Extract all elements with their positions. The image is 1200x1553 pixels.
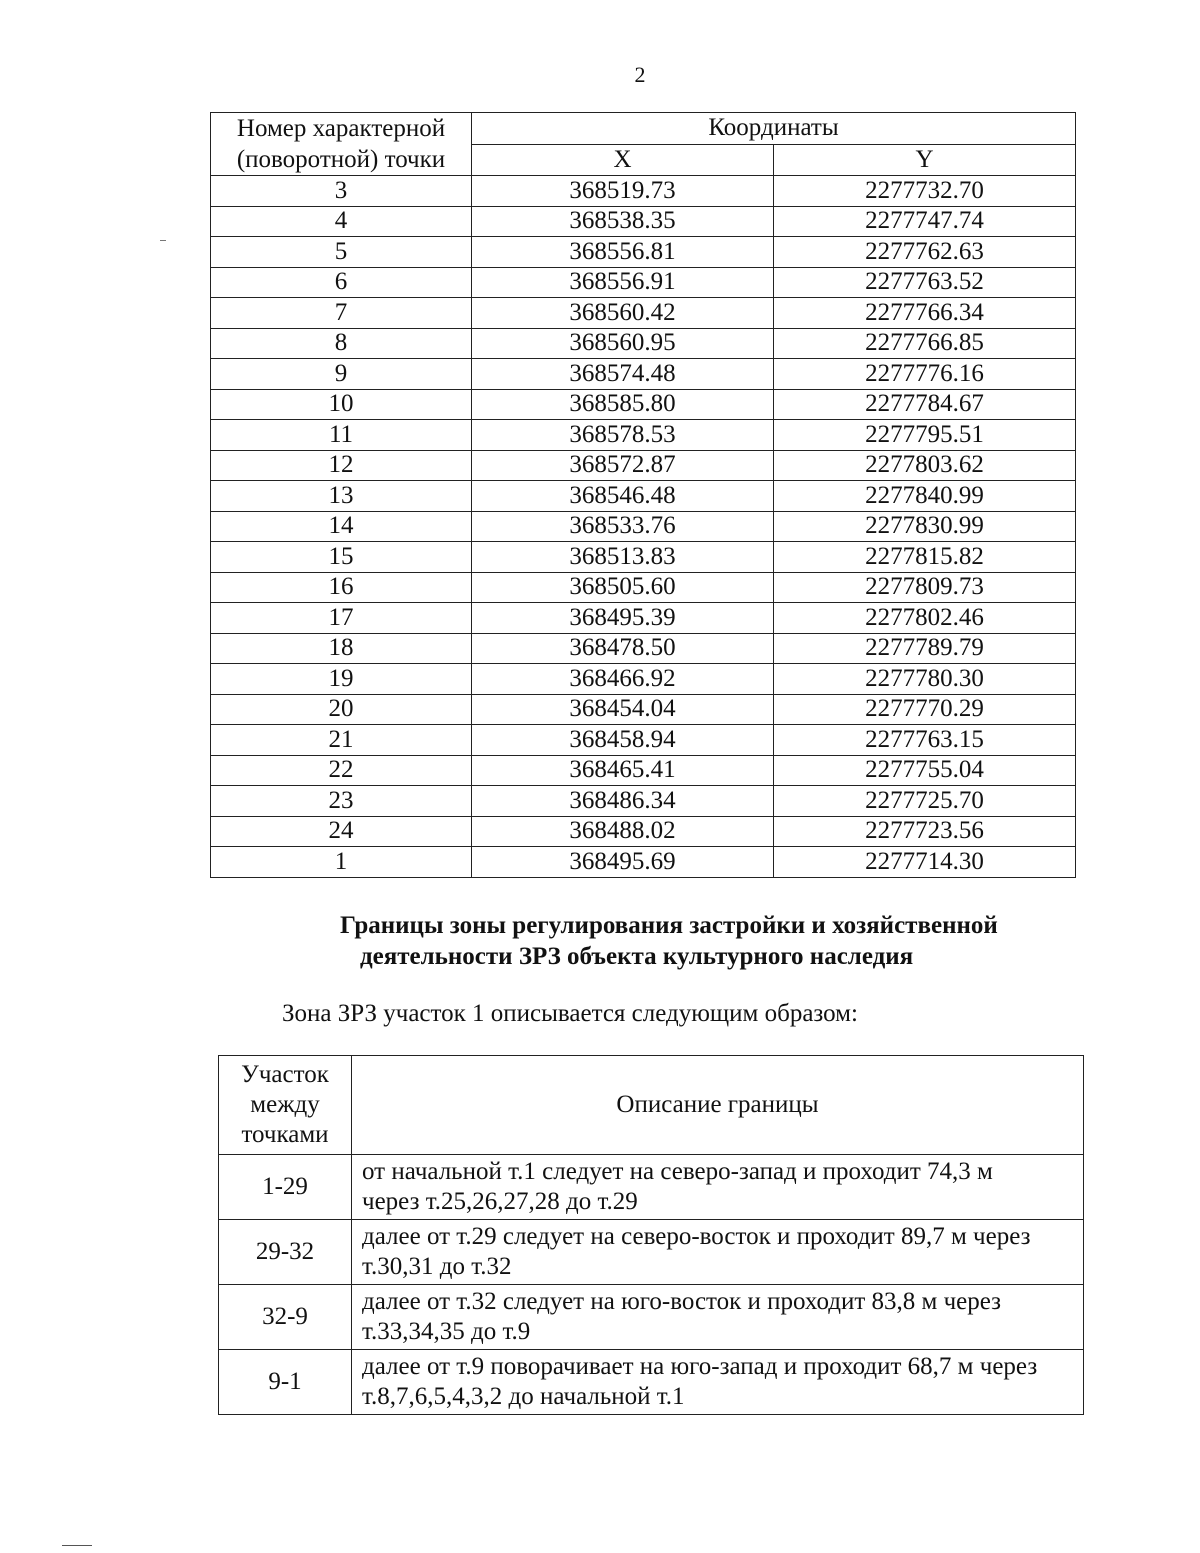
cell-point: 11 [211, 420, 472, 451]
cell-y: 2277784.67 [774, 389, 1076, 420]
cell-point: 16 [211, 572, 472, 603]
header-point-line2: (поворотной) точки [236, 146, 446, 173]
zrz-heading-line2: деятельности ЗРЗ объекта культурного наследия [360, 943, 914, 970]
table-row [211, 694, 1076, 725]
scan-mark [160, 240, 166, 241]
cell-y: 2277815.82 [774, 542, 1076, 573]
cell-x: 368578.53 [472, 420, 774, 451]
cell-y: 2277723.56 [774, 816, 1076, 847]
header-coordinates: Координаты [472, 113, 1076, 145]
cell-y: 2277747.74 [774, 206, 1076, 237]
cell-x: 368556.91 [472, 267, 774, 298]
table-row [219, 1285, 1084, 1350]
cell-x: 368585.80 [472, 389, 774, 420]
scan-mark-bottom [62, 1545, 92, 1546]
cell-x: 368560.95 [472, 328, 774, 359]
cell-description [352, 1220, 1084, 1285]
cell-y: 2277725.70 [774, 786, 1076, 817]
table-row [211, 237, 1076, 268]
cell-y: 2277714.30 [774, 847, 1076, 878]
cell-point: 8 [211, 328, 472, 359]
table-row [211, 450, 1076, 481]
cell-section: 1-29 [219, 1155, 352, 1220]
cell-point: 18 [211, 633, 472, 664]
cell-y: 2277732.70 [774, 176, 1076, 207]
cell-description [352, 1285, 1084, 1350]
cell-point: 14 [211, 511, 472, 542]
cell-point: 21 [211, 725, 472, 756]
header-section-line1: Участок [241, 1061, 329, 1088]
cell-x: 368458.94 [472, 725, 774, 756]
table-row [211, 206, 1076, 237]
cell-y: 2277766.85 [774, 328, 1076, 359]
cell-section: 9-1 [219, 1350, 352, 1415]
header-section-line2: между [250, 1091, 320, 1118]
description-line2: через т.25,26,27,28 до т.29 [362, 1188, 638, 1215]
cell-y: 2277789.79 [774, 633, 1076, 664]
table-row [211, 359, 1076, 390]
table-row [211, 633, 1076, 664]
cell-point: 12 [211, 450, 472, 481]
cell-x: 368454.04 [472, 694, 774, 725]
cell-x: 368574.48 [472, 359, 774, 390]
header-description: Описание границы [352, 1056, 1084, 1155]
table-row [211, 481, 1076, 512]
description-line2: т.33,34,35 до т.9 [362, 1318, 531, 1345]
cell-x: 368486.34 [472, 786, 774, 817]
table-row [211, 572, 1076, 603]
cell-y: 2277809.73 [774, 572, 1076, 603]
header-point-number [211, 113, 472, 176]
cell-x: 368533.76 [472, 511, 774, 542]
header-section-line3: точками [241, 1121, 329, 1148]
cell-description [352, 1155, 1084, 1220]
cell-y: 2277780.30 [774, 664, 1076, 695]
cell-x: 368538.35 [472, 206, 774, 237]
cell-y: 2277763.52 [774, 267, 1076, 298]
cell-section: 32-9 [219, 1285, 352, 1350]
description-line2: т.8,7,6,5,4,3,2 до начальной т.1 [362, 1383, 685, 1410]
table-row [211, 816, 1076, 847]
cell-x: 368556.81 [472, 237, 774, 268]
cell-x: 368519.73 [472, 176, 774, 207]
cell-x: 368572.87 [472, 450, 774, 481]
cell-point: 4 [211, 206, 472, 237]
cell-x: 368466.92 [472, 664, 774, 695]
table-row [211, 725, 1076, 756]
table-row [219, 1155, 1084, 1220]
cell-y: 2277776.16 [774, 359, 1076, 390]
cell-section: 29-32 [219, 1220, 352, 1285]
cell-point: 10 [211, 389, 472, 420]
table-row [211, 786, 1076, 817]
header-x: X [472, 144, 774, 176]
cell-y: 2277766.34 [774, 298, 1076, 329]
cell-point: 7 [211, 298, 472, 329]
cell-point: 1 [211, 847, 472, 878]
cell-point: 22 [211, 755, 472, 786]
zrz-heading [300, 910, 1080, 972]
cell-x: 368560.42 [472, 298, 774, 329]
table-row [211, 664, 1076, 695]
cell-y: 2277762.63 [774, 237, 1076, 268]
description-line1: далее от т.29 следует на северо-восток и проходит 89,7 м через [362, 1223, 1031, 1250]
cell-point: 6 [211, 267, 472, 298]
description-line2: т.30,31 до т.32 [362, 1253, 512, 1280]
cell-point: 19 [211, 664, 472, 695]
coordinates-table [210, 112, 1076, 878]
table-row [219, 1220, 1084, 1285]
cell-point: 15 [211, 542, 472, 573]
cell-y: 2277770.29 [774, 694, 1076, 725]
cell-point: 23 [211, 786, 472, 817]
header-section [219, 1056, 352, 1155]
cell-y: 2277795.51 [774, 420, 1076, 451]
cell-y: 2277802.46 [774, 603, 1076, 634]
cell-x: 368478.50 [472, 633, 774, 664]
table-row [211, 847, 1076, 878]
table-row [211, 420, 1076, 451]
table-row [211, 328, 1076, 359]
header-point-line1: Номер характерной [236, 115, 446, 142]
cell-y: 2277755.04 [774, 755, 1076, 786]
zrz-intro: Зона ЗРЗ участок 1 описывается следующим образом: [282, 1000, 858, 1027]
description-line1: от начальной т.1 следует на северо-запад и проходит 74,3 м [362, 1158, 993, 1185]
header-y: Y [774, 144, 1076, 176]
table-row [211, 298, 1076, 329]
boundary-table [218, 1055, 1084, 1415]
table-row [211, 603, 1076, 634]
cell-x: 368495.39 [472, 603, 774, 634]
cell-y: 2277803.62 [774, 450, 1076, 481]
cell-point: 5 [211, 237, 472, 268]
cell-x: 368505.60 [472, 572, 774, 603]
table-row [219, 1350, 1084, 1415]
page-number: 2 [634, 62, 646, 87]
cell-point: 24 [211, 816, 472, 847]
cell-point: 3 [211, 176, 472, 207]
cell-point: 9 [211, 359, 472, 390]
table-row [211, 542, 1076, 573]
description-line1: далее от т.9 поворачивает на юго-запад и проходит 68,7 м через [362, 1353, 1038, 1380]
cell-description [352, 1350, 1084, 1415]
cell-x: 368465.41 [472, 755, 774, 786]
description-line1: далее от т.32 следует на юго-восток и проходит 83,8 м через [362, 1288, 1002, 1315]
table-row [211, 511, 1076, 542]
cell-x: 368513.83 [472, 542, 774, 573]
cell-y: 2277830.99 [774, 511, 1076, 542]
cell-point: 20 [211, 694, 472, 725]
zrz-heading-line1: Границы зоны регулирования застройки и хозяйственной [340, 912, 998, 939]
cell-y: 2277840.99 [774, 481, 1076, 512]
cell-y: 2277763.15 [774, 725, 1076, 756]
table-row [211, 267, 1076, 298]
cell-point: 17 [211, 603, 472, 634]
table-row [211, 755, 1076, 786]
cell-x: 368488.02 [472, 816, 774, 847]
cell-point: 13 [211, 481, 472, 512]
cell-x: 368546.48 [472, 481, 774, 512]
cell-x: 368495.69 [472, 847, 774, 878]
table-row [211, 176, 1076, 207]
table-row [211, 389, 1076, 420]
